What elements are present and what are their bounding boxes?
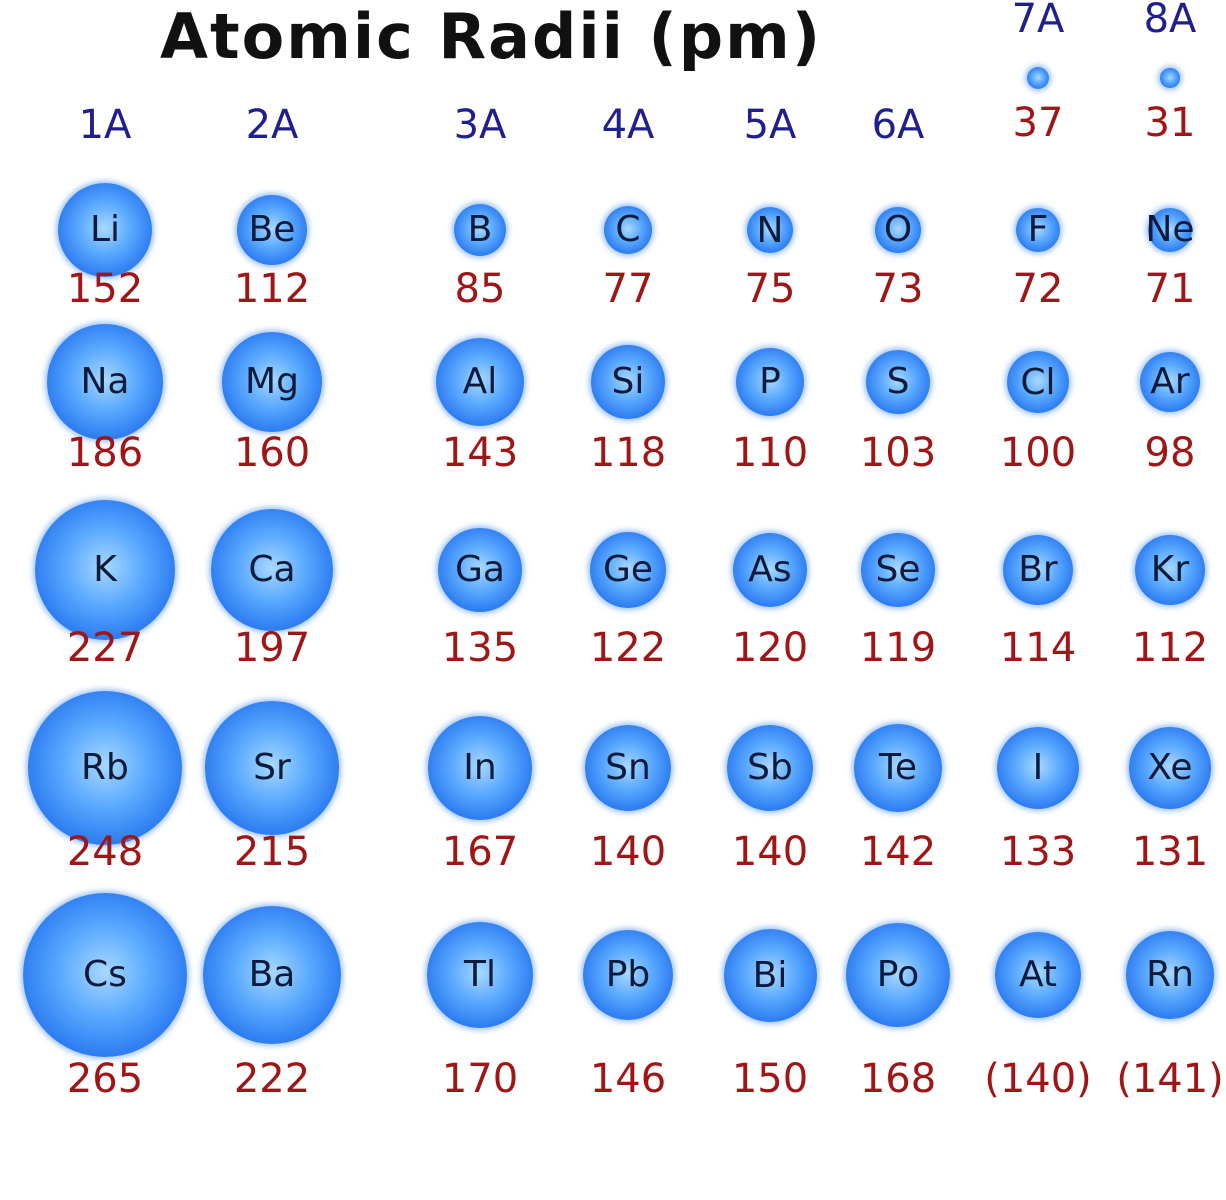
radius-value: 248 (66, 829, 144, 875)
atom-pb (583, 930, 674, 1021)
radius-value: 142 (859, 829, 937, 875)
atom-i (997, 727, 1079, 809)
radius-value: 77 (602, 266, 654, 312)
element-symbol: Br (1018, 549, 1058, 591)
element-symbol: K (93, 549, 117, 591)
element-symbol: Si (611, 361, 645, 403)
atom-k (35, 500, 176, 641)
radius-value: 227 (66, 625, 144, 671)
group-label-2a: 2A (245, 102, 299, 148)
element-symbol: P (759, 361, 781, 403)
atom-p (736, 348, 804, 416)
radius-value: 112 (233, 266, 311, 312)
radius-value: 131 (1131, 829, 1209, 875)
radius-value: 150 (731, 1056, 809, 1102)
atom-o (875, 207, 920, 252)
element-symbol: At (1018, 954, 1058, 996)
element-symbol: Pb (605, 954, 651, 996)
radius-value: 31 (1144, 100, 1196, 146)
element-symbol: Sr (253, 747, 291, 789)
element-symbol: B (467, 209, 493, 251)
element-symbol: Ba (248, 954, 296, 996)
radius-value: 72 (1012, 266, 1064, 312)
group-label-1a: 1A (78, 102, 132, 148)
group-label-4a: 4A (601, 102, 655, 148)
atom-ca (211, 509, 333, 631)
atom-in (428, 716, 532, 820)
atom-tl (427, 922, 532, 1027)
element-symbol: Ne (1145, 209, 1195, 251)
radius-value: 222 (233, 1056, 311, 1102)
element-symbol: Li (89, 209, 121, 251)
group-label-6a: 6A (871, 102, 925, 148)
atom-ba (203, 906, 341, 1044)
element-symbol: I (1032, 747, 1044, 789)
atom-te (854, 724, 942, 812)
group-label-8a: 8A (1143, 0, 1197, 42)
element-symbol: Al (462, 361, 498, 403)
radius-value: 152 (66, 266, 144, 312)
atom-kr (1135, 535, 1204, 604)
radius-value: 73 (872, 266, 924, 312)
radius-value: 186 (66, 430, 144, 476)
atom-c (604, 206, 652, 254)
atom-s (866, 350, 930, 414)
radius-value: 122 (589, 625, 667, 671)
atom-at (995, 932, 1082, 1019)
atom-cl (1007, 351, 1069, 413)
element-symbol: S (886, 361, 910, 403)
element-symbol: Sn (605, 747, 651, 789)
radius-value: 140 (589, 829, 667, 875)
radius-value: 114 (999, 625, 1077, 671)
element-symbol: Be (248, 209, 296, 251)
atom-xe (1129, 727, 1210, 808)
element-symbol: In (463, 747, 497, 789)
element-symbol: Cs (83, 954, 127, 996)
element-symbol: O (883, 209, 913, 251)
radius-value: 112 (1131, 625, 1209, 671)
element-symbol: Ga (455, 549, 505, 591)
radius-value: 135 (441, 625, 519, 671)
element-symbol: Xe (1147, 747, 1193, 789)
radius-value: 75 (744, 266, 796, 312)
radius-value: 160 (233, 430, 311, 476)
radius-value: 37 (1012, 100, 1064, 146)
radius-value: 103 (859, 430, 937, 476)
atom-ne (1145, 208, 1195, 252)
element-symbol: Kr (1150, 549, 1190, 591)
atom-cs (23, 893, 187, 1057)
radius-value: (140) (984, 1056, 1092, 1102)
element-symbol: Cl (1020, 361, 1056, 403)
radius-value: 265 (66, 1056, 144, 1102)
atom-br (1003, 535, 1074, 606)
radius-value: 197 (233, 625, 311, 671)
element-symbol: Rn (1146, 954, 1194, 996)
atom-ge (590, 532, 666, 608)
diagram-title: Atomic Radii (pm) (160, 0, 823, 73)
atom-f (1016, 208, 1061, 253)
element-symbol: Tl (463, 954, 496, 996)
radius-value: 146 (589, 1056, 667, 1102)
atom-b (454, 204, 507, 257)
element-symbol: Ge (602, 549, 653, 591)
radius-value: (141) (1116, 1056, 1224, 1102)
atom-rn (1126, 931, 1213, 1018)
element-symbol: Sb (747, 747, 793, 789)
radius-value: 71 (1144, 266, 1196, 312)
element-symbol: N (756, 209, 784, 251)
element-symbol: Ar (1150, 361, 1190, 403)
radius-value: 118 (589, 430, 667, 476)
radius-value: 215 (233, 829, 311, 875)
element-symbol: F (1027, 209, 1049, 251)
radius-value: 98 (1144, 430, 1196, 476)
atom-po (846, 923, 950, 1027)
element-symbol: C (615, 209, 641, 251)
radius-value: 140 (731, 829, 809, 875)
atom-rb (28, 691, 182, 845)
element-symbol: Rb (81, 747, 129, 789)
element-symbol: Bi (752, 954, 788, 996)
element-symbol: Ca (248, 549, 296, 591)
group-label-3a: 3A (453, 102, 507, 148)
radius-value: 110 (731, 430, 809, 476)
small-atom (1027, 67, 1050, 90)
group-label-5a: 5A (743, 102, 797, 148)
atom-mg (222, 332, 321, 431)
atom-sb (727, 725, 814, 812)
atom-sn (585, 725, 672, 812)
radius-value: 143 (441, 430, 519, 476)
atom-si (591, 345, 664, 418)
atom-as (733, 533, 807, 607)
radius-value: 170 (441, 1056, 519, 1102)
element-symbol: Te (878, 747, 917, 789)
atom-ar (1140, 352, 1201, 413)
element-symbol: Mg (245, 361, 299, 403)
radius-value: 133 (999, 829, 1077, 875)
radius-value: 100 (999, 430, 1077, 476)
atom-se (861, 533, 935, 607)
atom-na (47, 324, 162, 439)
atom-sr (205, 701, 338, 834)
radius-value: 168 (859, 1056, 937, 1102)
small-atom (1160, 68, 1179, 87)
atom-bi (724, 929, 817, 1022)
atom-ga (438, 528, 522, 612)
radius-value: 167 (441, 829, 519, 875)
atom-n (747, 207, 794, 254)
element-symbol: As (748, 549, 792, 591)
element-symbol: Na (80, 361, 130, 403)
radius-value: 85 (454, 266, 506, 312)
atom-li (58, 183, 152, 277)
element-symbol: Po (876, 954, 920, 996)
radius-value: 120 (731, 625, 809, 671)
group-label-7a: 7A (1011, 0, 1065, 42)
atom-be (237, 195, 306, 264)
element-symbol: Se (875, 549, 921, 591)
radius-value: 119 (859, 625, 937, 671)
atom-al (436, 338, 525, 427)
